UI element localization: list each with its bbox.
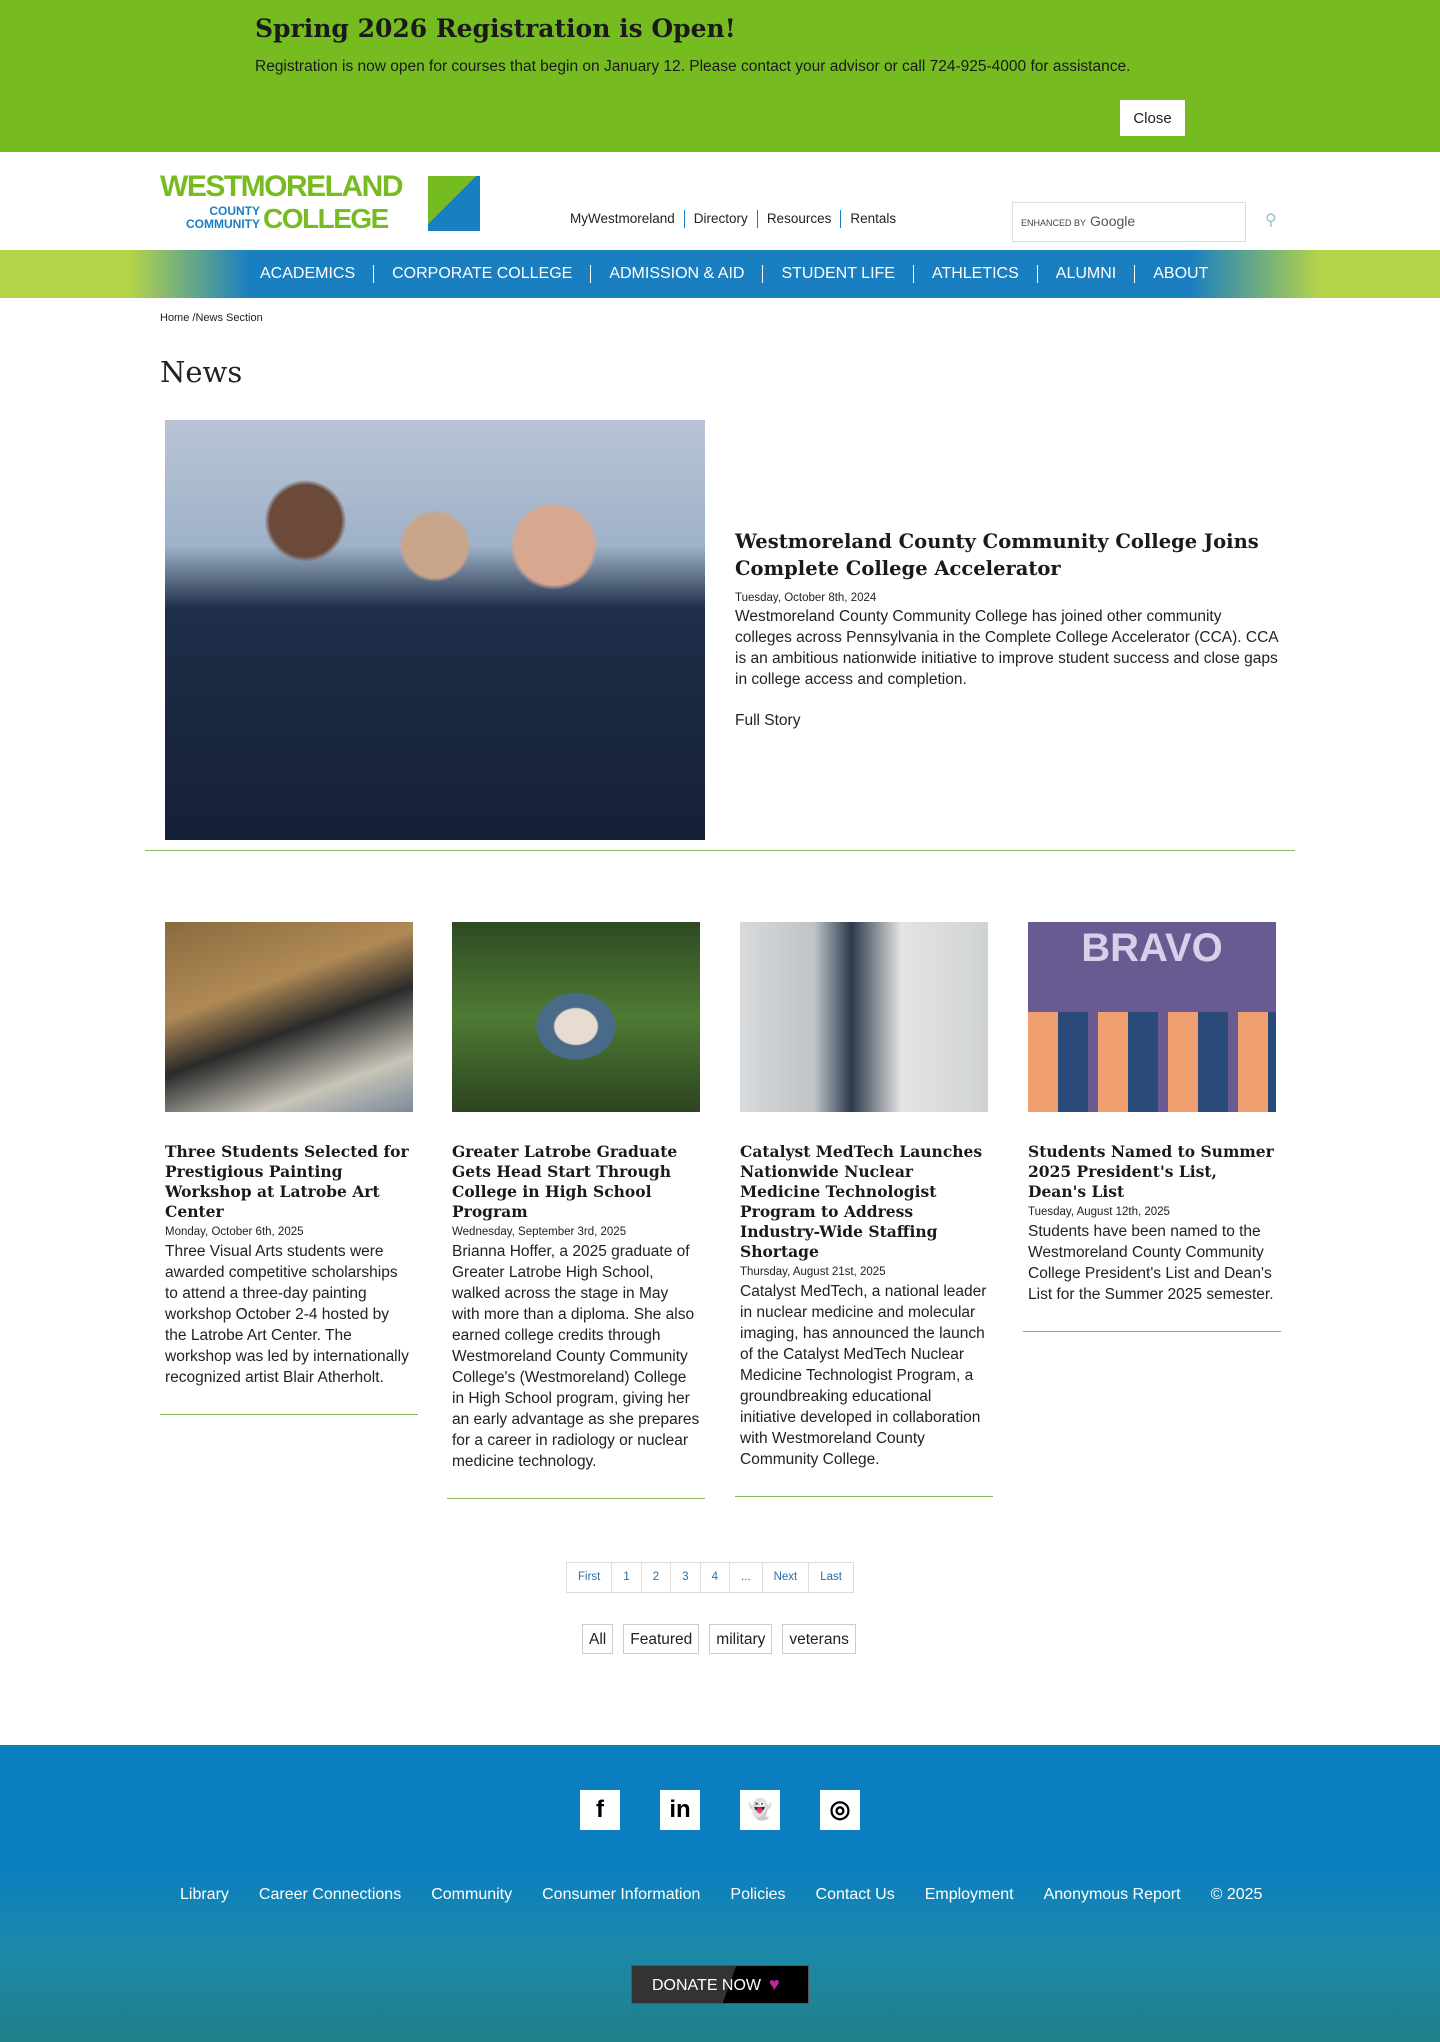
logo-text — [172, 205, 260, 231]
utility-nav — [570, 210, 905, 228]
featured-news-date: Tuesday, October 8th, 2024 — [735, 592, 877, 604]
news-card — [165, 922, 413, 1415]
snapchat-icon[interactable]: 👻 — [740, 1790, 780, 1830]
pagination — [566, 1562, 854, 1593]
featured-news — [735, 528, 1280, 731]
footer-link-career-connections[interactable]: Career Connections — [258, 1886, 402, 1903]
breadcrumb — [160, 312, 263, 324]
footer-link-employment[interactable]: Employment — [924, 1886, 1014, 1903]
page-2[interactable]: 2 — [641, 1563, 670, 1592]
page-3[interactable]: 3 — [670, 1563, 699, 1592]
news-card-title[interactable]: Greater Latrobe Graduate Gets Head Start Through College in High School Program — [452, 1142, 678, 1221]
news-card — [1028, 922, 1276, 1332]
page-4[interactable]: 4 — [700, 1563, 729, 1592]
nav-about[interactable]: ABOUT — [1134, 265, 1226, 283]
full-story-link[interactable]: Full Story — [735, 712, 801, 729]
featured-news-title[interactable]: Westmoreland County Community College Joins Complete College Accelerator — [735, 530, 1259, 580]
heart-icon: ♥ — [769, 1974, 780, 1994]
news-card-date: Monday, October 6th, 2025 — [165, 1226, 304, 1238]
nav-athletics[interactable]: ATHLETICS — [913, 265, 1037, 283]
logo-county: COUNTY — [209, 204, 260, 218]
util-link-resources[interactable]: Resources — [757, 210, 841, 228]
nav-corporate-college[interactable]: CORPORATE COLLEGE — [373, 265, 590, 283]
news-card-title[interactable]: Catalyst MedTech Launches Nationwide Nuclear Medicine Technologist Program to Address Industry-Wide Staffing Shortage — [740, 1142, 983, 1261]
news-card-title[interactable]: Students Named to Summer 2025 President's List, Dean's List — [1028, 1142, 1274, 1201]
tag-filters — [582, 1624, 856, 1654]
news-card-title[interactable]: Three Students Selected for Prestigious Painting Workshop at Latrobe Art Center — [165, 1142, 409, 1221]
footer-link-library[interactable]: Library — [180, 1886, 229, 1903]
news-card-image[interactable] — [1028, 922, 1276, 1112]
news-card-date: Wednesday, September 3rd, 2025 — [452, 1226, 627, 1238]
nav-alumni[interactable]: ALUMNI — [1037, 265, 1134, 283]
news-card-summary: Three Visual Arts students were awarded competitive scholarships to attend a three-day painting workshop October 2-4 hosted by the Latrobe Art Center. The workshop was led by internationally recognized artist Blair Atherholt. — [165, 1243, 409, 1386]
tag-military[interactable]: military — [709, 1624, 772, 1654]
alert-text: Registration is now open for courses that begin on January 12. Please contact your advisor or call 724-925-4000 for assistance. — [255, 58, 1131, 75]
search-icon[interactable]: ⚲ — [1265, 212, 1277, 229]
copyright: © 2025 — [1210, 1886, 1263, 1903]
logo-text: WESTMORELAND — [160, 170, 402, 203]
news-card — [740, 922, 988, 1497]
news-card-summary: Students have been named to the Westmoreland County Community College President's List and Dean's List for the Summer 2025 semester. — [1028, 1223, 1274, 1303]
page-first[interactable]: First — [578, 1571, 601, 1583]
hands-illustration — [1028, 1012, 1276, 1112]
footer-link-community[interactable]: Community — [431, 1886, 513, 1903]
tag-featured[interactable]: Featured — [623, 1624, 699, 1654]
search-brand: ENHANCED BY — [1021, 218, 1087, 228]
featured-news-image[interactable] — [165, 420, 705, 840]
instagram-icon[interactable]: ◎ — [820, 1790, 860, 1830]
news-card-date: Thursday, August 21st, 2025 — [740, 1266, 886, 1278]
nav-academics[interactable]: ACADEMICS — [260, 265, 356, 282]
page-ellipsis[interactable]: ... — [729, 1563, 762, 1592]
bravo-image-text: BRAVO — [1081, 926, 1223, 970]
breadcrumb-sep: / — [192, 312, 196, 324]
main-nav — [0, 250, 1440, 298]
divider — [145, 850, 1295, 851]
breadcrumb-home[interactable]: Home — [160, 312, 190, 324]
util-link-mywestmoreland[interactable]: MyWestmoreland — [570, 211, 675, 226]
footer-link-policies[interactable]: Policies — [730, 1886, 786, 1903]
nav-admission-aid[interactable]: ADMISSION & AID — [590, 265, 762, 283]
search-input[interactable] — [1012, 202, 1246, 242]
google-label: Google — [1090, 213, 1136, 229]
close-alert-button[interactable]: Close — [1120, 100, 1185, 136]
footer-link-consumer-information[interactable]: Consumer Information — [542, 1886, 701, 1903]
tag-veterans[interactable]: veterans — [782, 1624, 855, 1654]
footer-links — [180, 1886, 1262, 1904]
donate-label: DONATE NOW — [652, 1977, 762, 1994]
footer-link-anonymous-report[interactable]: Anonymous Report — [1043, 1886, 1181, 1903]
util-link-rentals[interactable]: Rentals — [840, 210, 905, 228]
logo-community: COMMUNITY — [186, 217, 260, 231]
footer-link-contact-us[interactable]: Contact Us — [815, 1886, 895, 1903]
divider — [735, 1496, 993, 1497]
news-card — [452, 922, 700, 1499]
featured-news-summary: Westmoreland County Community College has joined other community colleges across Pennsylvania in the Complete College Accelerator (CCA). CCA is an ambitious nationwide initiative to improve student success and close gaps in college access and completion. — [735, 608, 1278, 688]
donate-now-button[interactable] — [631, 1965, 809, 2004]
social-links — [580, 1790, 860, 1830]
util-link-directory[interactable]: Directory — [684, 210, 757, 228]
news-card-image[interactable] — [165, 922, 413, 1112]
registration-alert — [0, 0, 1440, 152]
news-card-image[interactable] — [740, 922, 988, 1112]
divider — [447, 1498, 705, 1499]
facebook-icon[interactable]: f — [580, 1790, 620, 1830]
page-1[interactable]: 1 — [611, 1563, 640, 1592]
page-title: News — [160, 355, 243, 389]
linkedin-icon[interactable]: in — [660, 1790, 700, 1830]
divider — [1023, 1331, 1281, 1332]
page-next[interactable]: Next — [762, 1563, 809, 1592]
news-card-image[interactable] — [452, 922, 700, 1112]
college-logo[interactable] — [160, 172, 480, 236]
divider — [160, 1414, 418, 1415]
news-card-summary: Catalyst MedTech, a national leader in nuclear medicine and molecular imaging, has announced the launch of the Catalyst MedTech Nuclear Medicine Technologist Program, a groundbreaking educational initiative developed in collaboration with Westmoreland County Community College. — [740, 1283, 987, 1468]
page-last[interactable]: Last — [808, 1563, 853, 1592]
news-card-date: Tuesday, August 12th, 2025 — [1028, 1206, 1170, 1218]
tag-all[interactable]: All — [582, 1624, 613, 1654]
breadcrumb-current: News Section — [195, 312, 263, 324]
footer — [0, 1745, 1440, 2042]
news-card-summary: Brianna Hoffer, a 2025 graduate of Greater Latrobe High School, walked across the stage in May with more than a diploma. She also earned college credits through Westmoreland County Community College's (Westmoreland) College in High School program, giving her an early advantage as she prepares for a career in radiology or nuclear medicine technology. — [452, 1243, 700, 1470]
logo-text: COLLEGE — [263, 203, 388, 234]
logo-mark-icon — [428, 176, 480, 231]
nav-student-life[interactable]: STUDENT LIFE — [762, 265, 913, 283]
alert-title: Spring 2026 Registration is Open! — [255, 14, 736, 43]
